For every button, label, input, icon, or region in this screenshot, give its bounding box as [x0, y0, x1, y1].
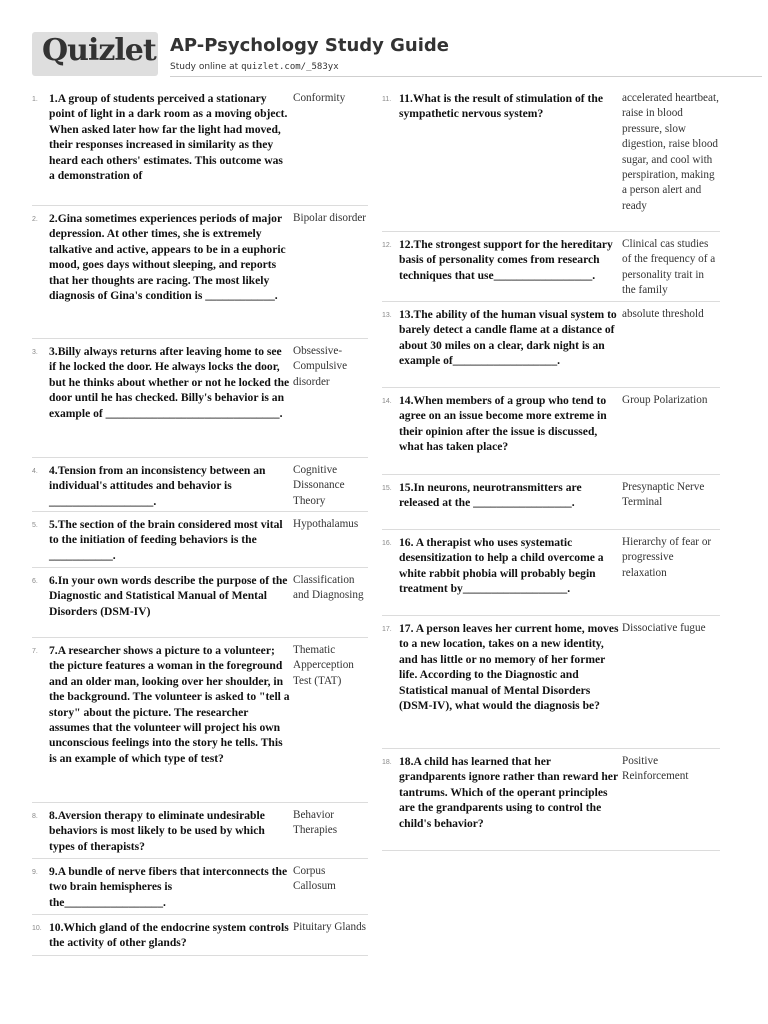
card-term: 9.A bundle of nerve fibers that interconnects the two brain hemispheres is the_________________. — [49, 865, 288, 909]
card-term: 8.Aversion therapy to eliminate undesirable behaviors is most likely to be used by which types of therapists? — [49, 809, 265, 853]
card-17 — [382, 618, 720, 749]
card-number: 14. — [382, 398, 392, 405]
card-term: 15.In neurons, neurotransmitters are released at the _________________. — [399, 481, 582, 510]
card-1 — [32, 88, 368, 206]
logo-text: Quizlet — [42, 33, 156, 68]
card-4 — [32, 460, 368, 512]
card-term: 7.A researcher shows a picture to a volunteer; the picture features a woman in the foreground and an older man, looking over her shoulder, in the background. The volunteer is asked to "tell a story" about the picture. The researcher assumes that the volunteer will project his own unconscious feelings into the story he tells. This is an example of which type of test? — [49, 644, 290, 765]
card-number: 3. — [32, 349, 38, 356]
card-13 — [382, 304, 720, 388]
card-term: 18.A child has learned that her grandparents ignore rather than reward her tantrums. Which of the operant principles are the grandparents using to control the child's behavior? — [399, 755, 618, 830]
card-number: 18. — [382, 759, 392, 766]
card-15 — [382, 477, 720, 530]
card-18 — [382, 751, 720, 851]
card-number: 11. — [382, 96, 392, 103]
card-12 — [382, 234, 720, 302]
card-definition: Obsessive-Compulsive disorder — [293, 345, 348, 388]
card-number: 6. — [32, 578, 38, 585]
card-term: 2.Gina sometimes experiences periods of major depression. At other times, she is extremely talkative and active, appears to be in a euphoric mood, goes days without sleeping, and reports that her thoughts are racing. The most likely diagnosis of Gina's condition is ____________. — [49, 212, 286, 303]
card-term: 11.What is the result of stimulation of the sympathetic nervous system? — [399, 92, 603, 121]
card-definition: absolute threshold — [622, 308, 704, 320]
card-number: 7. — [32, 648, 38, 655]
card-number: 2. — [32, 216, 38, 223]
card-definition: Thematic Apperception Test (TAT) — [293, 644, 354, 687]
card-term: 4.Tension from an inconsistency between an individual's attitudes and behavior is __________________. — [49, 464, 266, 508]
left-column — [32, 88, 368, 958]
card-14 — [382, 390, 720, 475]
card-definition: Bipolar disorder — [293, 212, 367, 224]
card-5 — [32, 514, 368, 568]
card-term: 1.A group of students perceived a stationary point of light in a dark room as a moving object. When asked later how far the light had moved, their responses increased in similarity as they heard each others' estimates. This outcome was a demonstration of — [49, 92, 288, 183]
card-term: 16. A therapist who uses systematic desensitization to help a child overcome a white rabbit phobia will probably begin treatment by__________________. — [399, 536, 604, 596]
study-online-prefix: Study online at — [170, 62, 239, 72]
card-definition: accelerated heartbeat, raise in blood pressure, slow digestion, raise blood sugar, and cool with perspiration, making a person alert and ready — [622, 92, 719, 212]
card-number: 10. — [32, 925, 42, 932]
card-7 — [32, 640, 368, 803]
card-number: 4. — [32, 468, 38, 475]
card-definition: Cognitive Dissonance Theory — [293, 464, 345, 507]
card-term: 13.The ability of the human visual system to barely detect a candle flame at a distance of about 30 miles on a clear, dark night is an example of__________________. — [399, 308, 617, 368]
card-number: 17. — [382, 626, 392, 633]
card-number: 1. — [32, 96, 38, 103]
card-term: 17. A person leaves her current home, moves to a new location, takes on a new identity, and has little or no memory of her former life. According to the Diagnostic and Statistical manual of Mental Disorders (DSM-IV), what would the diagnosis be? — [399, 622, 619, 713]
header-divider — [170, 76, 762, 77]
card-2 — [32, 208, 368, 339]
card-10 — [32, 917, 368, 956]
card-definition: Hierarchy of fear or progressive relaxation — [622, 536, 712, 579]
card-number: 15. — [382, 485, 392, 492]
card-term: 10.Which gland of the endocrine system controls the activity of other glands? — [49, 921, 289, 950]
card-definition: Positive Reinforcement — [622, 755, 689, 783]
card-definition: Behavior Therapies — [293, 809, 338, 837]
card-6 — [32, 570, 368, 638]
card-number: 9. — [32, 869, 38, 876]
card-3 — [32, 341, 368, 458]
card-term: 6.In your own words describe the purpose of the Diagnostic and Statistical Manual of Mental Disorders (DSM-IV) — [49, 574, 288, 618]
card-number: 5. — [32, 522, 38, 529]
card-definition: Clinical cas studies of the frequency of a personality trait in the family — [622, 238, 716, 297]
card-9 — [32, 861, 368, 915]
card-11 — [382, 88, 720, 232]
card-term: 12.The strongest support for the hereditary basis of personality comes from research techniques that use_________________. — [399, 238, 613, 282]
right-column — [382, 88, 720, 853]
card-term: 5.The section of the brain considered most vital to the initiation of feeding behaviors is the ___________. — [49, 518, 283, 562]
card-number: 13. — [382, 312, 392, 319]
card-definition: Hypothalamus — [293, 518, 359, 530]
page-title: AP-Psychology Study Guide — [170, 35, 449, 56]
card-definition: Corpus Callosum — [293, 865, 336, 893]
card-term: 3.Billy always returns after leaving home to see if he locked the door. He always locks the door, but he thinks about whether or not he locked the door until he has checked. Billy's behavior is an example of ______________________________. — [49, 345, 290, 420]
card-term: 14.When members of a group who tend to agree on an issue become more extreme in their opinion after the issue is discussed, what has taken place? — [399, 394, 607, 454]
card-definition: Presynaptic Nerve Terminal — [622, 481, 705, 509]
card-definition: Conformity — [293, 92, 346, 104]
card-16 — [382, 532, 720, 616]
card-definition: Group Polarization — [622, 394, 708, 406]
study-url-link[interactable]: quizlet.com/_583yx — [241, 62, 339, 72]
card-definition: Pituitary Glands — [293, 921, 367, 933]
quizlet-logo[interactable] — [32, 32, 158, 76]
card-number: 12. — [382, 242, 392, 249]
card-8 — [32, 805, 368, 859]
study-online-line — [170, 62, 339, 72]
card-definition: Dissociative fugue — [622, 622, 706, 634]
card-number: 8. — [32, 813, 38, 820]
card-definition: Classification and Diagnosing — [293, 574, 364, 602]
header — [32, 32, 762, 78]
card-number: 16. — [382, 540, 392, 547]
